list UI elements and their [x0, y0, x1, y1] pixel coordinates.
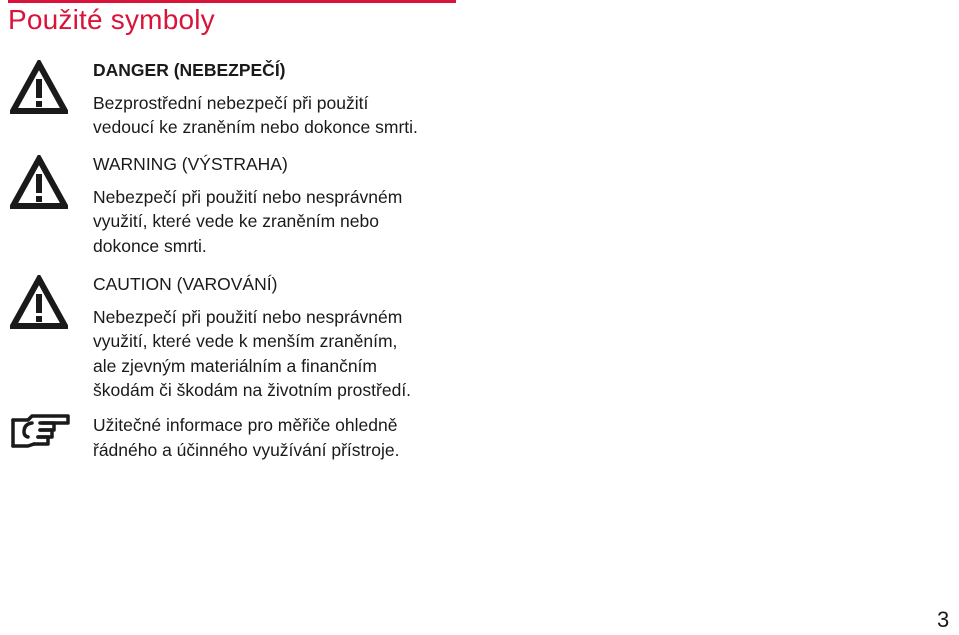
- title-rule: [8, 0, 456, 3]
- warning-triangle-icon: [10, 60, 68, 118]
- caution-text-line: Nebezpečí při použití nebo nesprávném: [93, 306, 403, 327]
- danger-text-line: Bezprostřední nebezpečí při použití: [93, 92, 369, 113]
- danger-section: [93, 58, 493, 140]
- warning-section: [93, 152, 493, 258]
- page-number: 3: [937, 607, 950, 632]
- info-text-line: řádného a účinného využívání přístroje.: [93, 439, 400, 460]
- warning-text-line: využití, které vede ke zraněním nebo: [93, 211, 379, 231]
- caution-section: [93, 272, 493, 403]
- warning-heading: WARNING (VÝSTRAHA): [93, 154, 288, 174]
- caution-text-line: škodám či škodám na životním prostředí.: [93, 380, 412, 400]
- caution-text-line: využití, které vede k menším zraněním,: [93, 331, 398, 351]
- pointing-hand-icon: [10, 410, 72, 454]
- info-text-line: Užitečné informace pro měřiče ohledně: [93, 415, 398, 435]
- warning-text-line: dokonce smrti.: [93, 235, 207, 256]
- warning-triangle-icon: [10, 275, 68, 333]
- page-title: Použité symboly: [8, 4, 215, 35]
- danger-text-line: vedoucí ke zraněním nebo dokonce smrti.: [93, 117, 418, 137]
- warning-text-line: Nebezpečí při použití nebo nesprávném: [93, 186, 403, 207]
- caution-text-line: ale zjevným materiálním a finančním: [93, 355, 377, 376]
- warning-triangle-icon: [10, 155, 68, 213]
- info-section: [93, 413, 493, 462]
- danger-heading: DANGER (NEBEZPEČÍ): [93, 60, 286, 80]
- caution-heading: CAUTION (VAROVÁNÍ): [93, 274, 278, 294]
